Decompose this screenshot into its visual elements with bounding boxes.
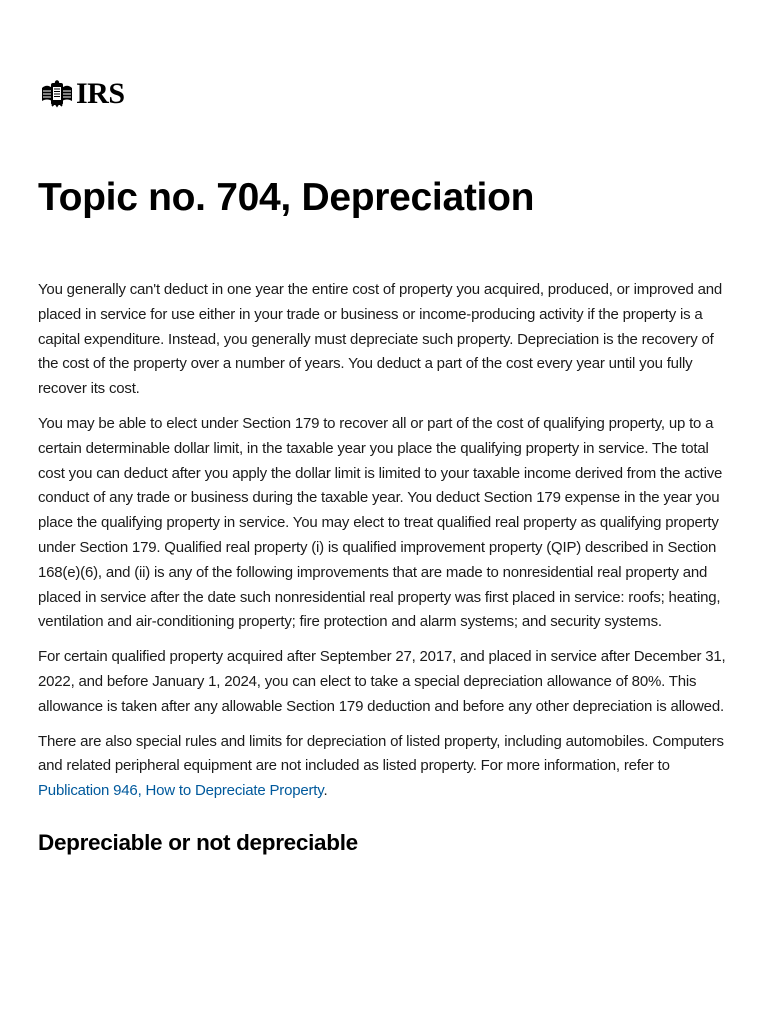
irs-eagle-seal-icon bbox=[40, 79, 74, 109]
article-body bbox=[38, 278, 734, 858]
paragraph-section-179: You may be able to elect under Section 179 to recover all or part of the cost of qualifying property, up to a certain determinable dollar limit, in the taxable year you place the qualifying property in service. The total cost you can deduct after you apply the dollar limit is limited to your taxable income derived from the active conduct of any trade or business during the taxable year. You deduct Section 179 expense in the year you place the qualifying property in service. You may elect to treat qualified real property as qualifying property under Section 179. Qualified real property (i) is qualified improvement property (QIP) described in Section 168(e)(6), and (ii) is any of the following improvements that are made to nonresidential real property and placed in service after the date such nonresidential real property was first placed in service: roofs; heating, ventilation and air-conditioning property; fire protection and alarm systems; and security systems. bbox=[38, 414, 723, 631]
publication-946-link[interactable]: Publication 946, How to Depreciate Property bbox=[38, 782, 324, 800]
paragraph-listed-property bbox=[38, 730, 734, 804]
paragraph-intro: You generally can't deduct in one year the entire cost of property you acquired, produced, or improved and placed in service for use either in your trade or business or income-producing activity if the property is a capital expenditure. Instead, you generally must depreciate such property. Depreciation is the recovery of the cost of the property over a number of years. You deduct a part of the cost every year until you fully recover its cost. bbox=[38, 281, 723, 398]
paragraph-special-allowance: For certain qualified property acquired after September 27, 2017, and placed in service after December 31, 2022, and before January 1, 2024, you can elect to take a special depreciation allowance of 80%. This allowance is taken after any allowable Section 179 deduction and before any other depreciation is allowed. bbox=[38, 648, 726, 715]
listed-property-text: There are also special rules and limits for depreciation of listed property, including automobiles. Computers and related peripheral equipment are not included as listed property. For more information, refer to bbox=[38, 732, 724, 775]
site-header bbox=[40, 78, 125, 110]
listed-property-text-end: . bbox=[323, 782, 328, 800]
irs-logo-text: IRS bbox=[76, 77, 125, 110]
irs-home-link[interactable] bbox=[40, 79, 125, 109]
page-title: Topic no. 704, Depreciation bbox=[38, 176, 535, 219]
section-heading-depreciable: Depreciable or not depreciable bbox=[38, 829, 358, 855]
